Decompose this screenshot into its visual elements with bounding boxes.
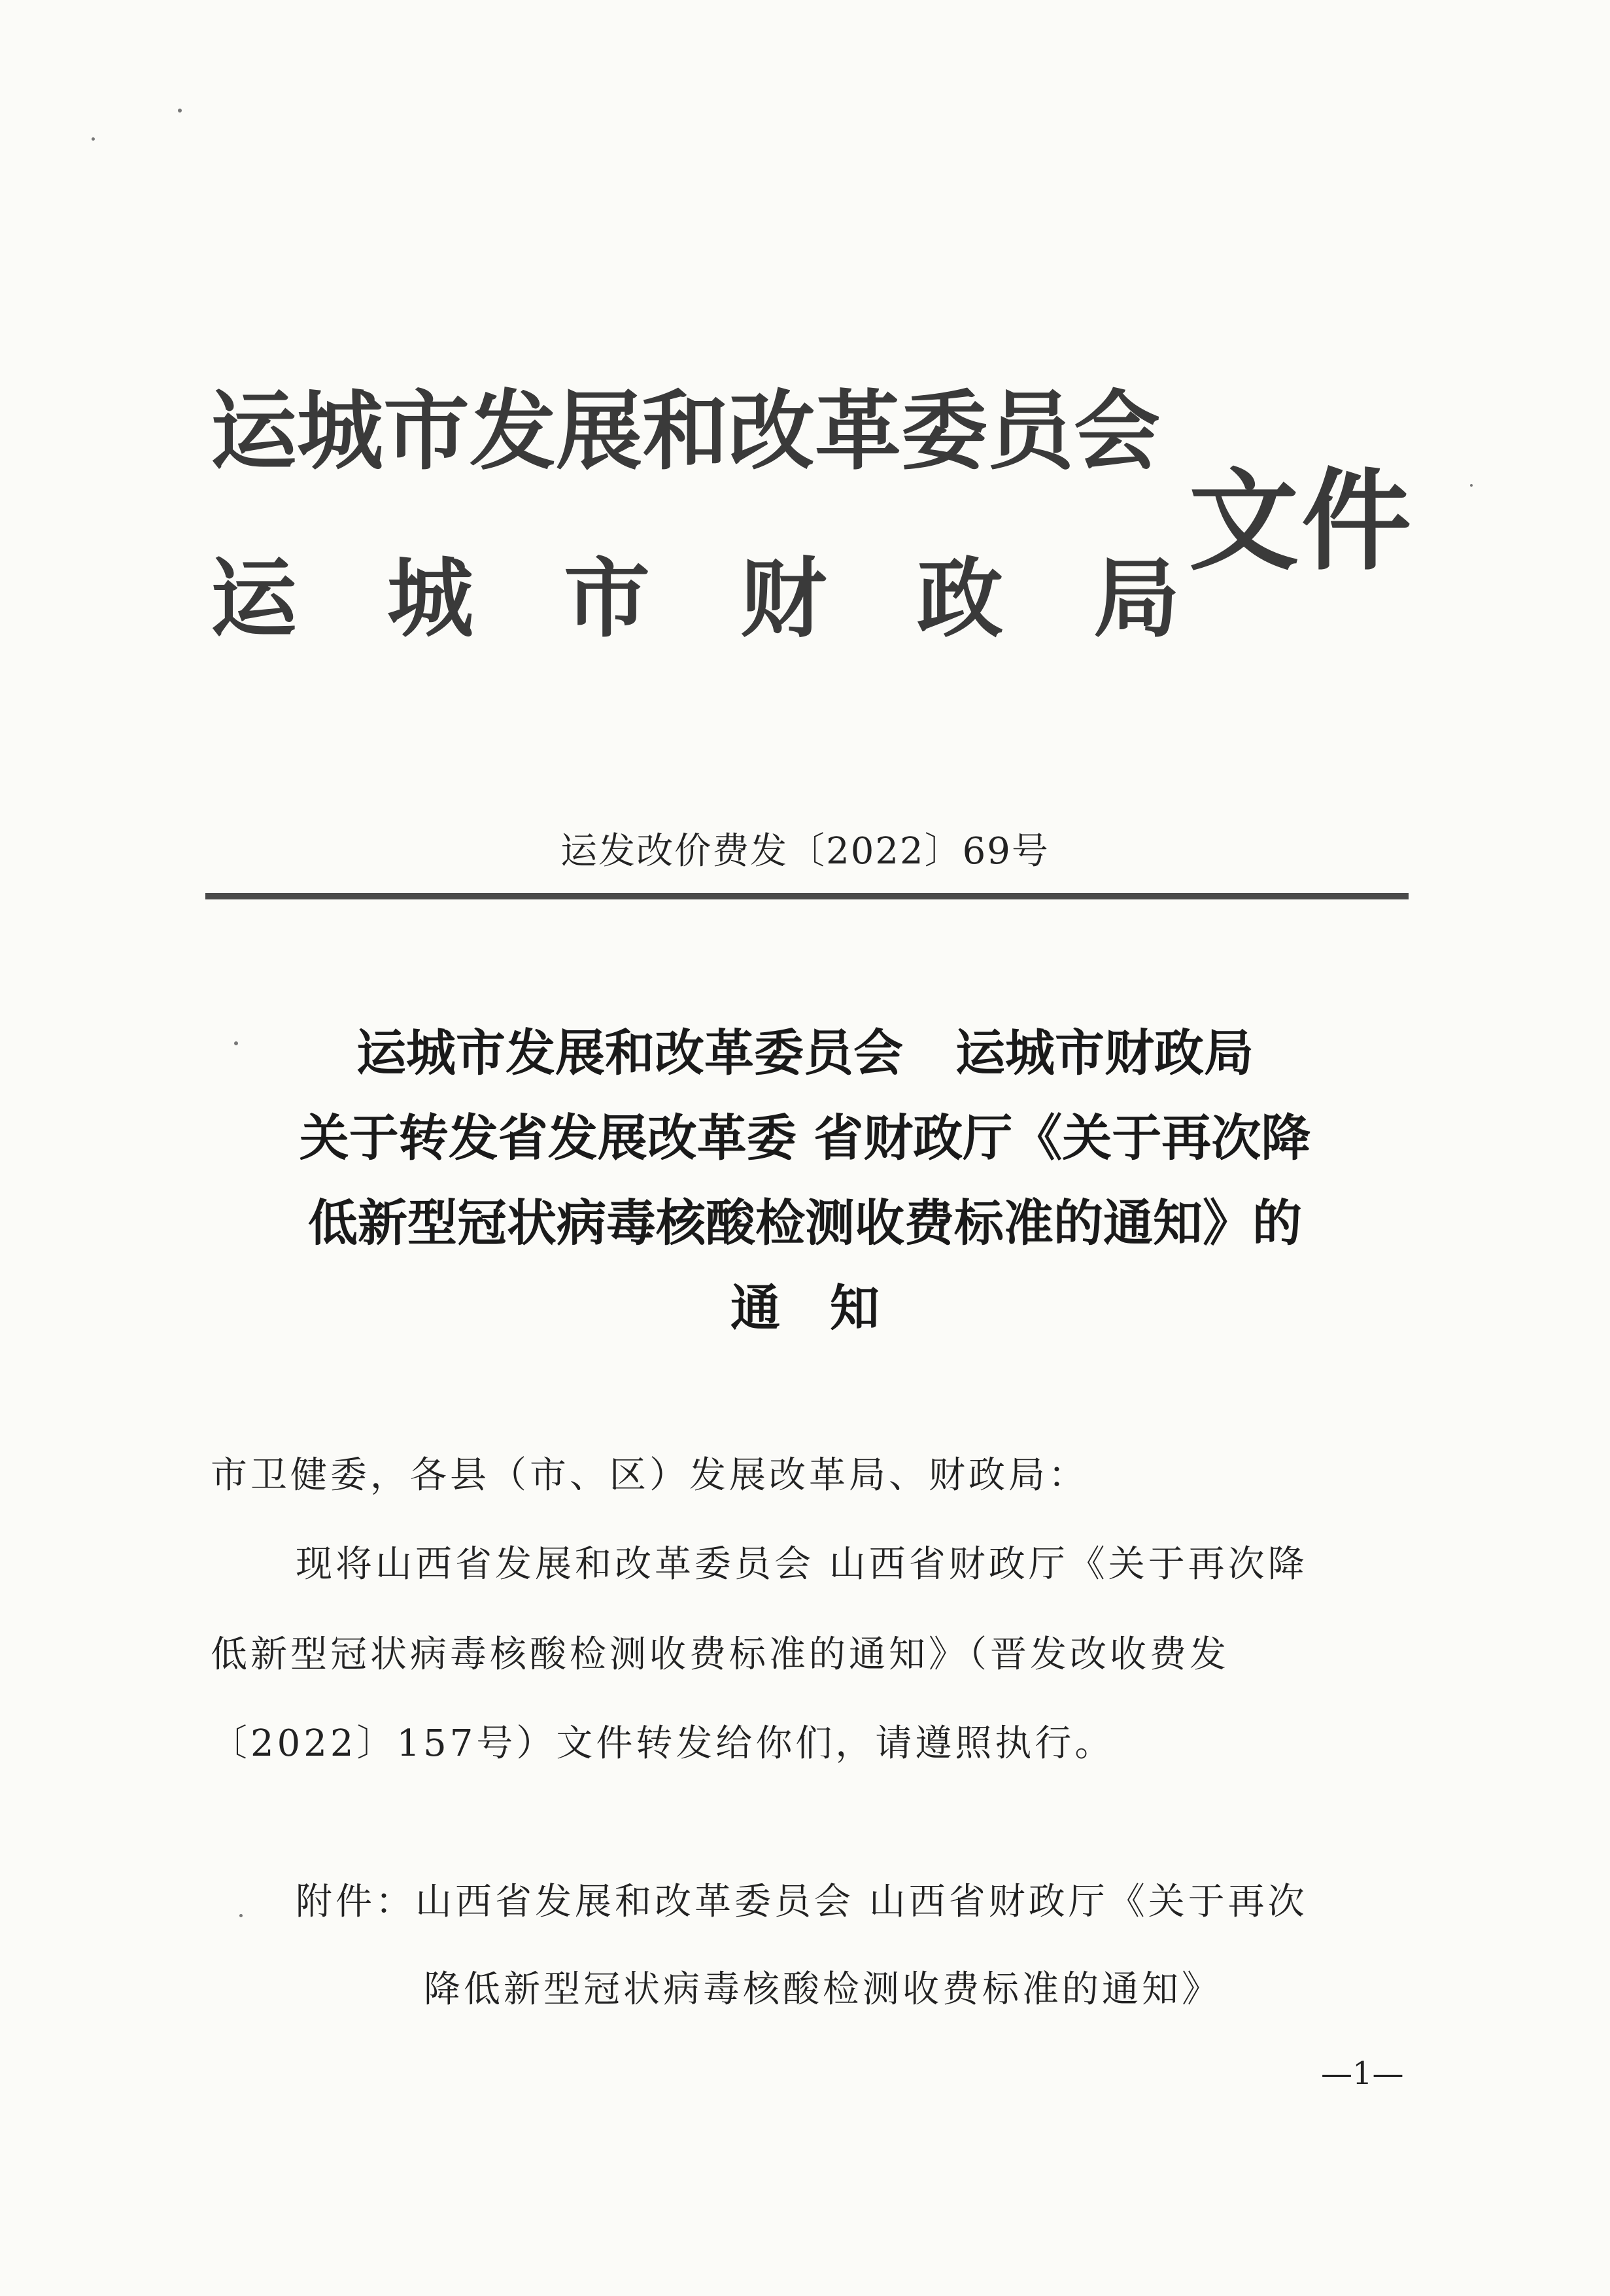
title-line-4: 通 知 bbox=[730, 1279, 880, 1337]
scan-speck bbox=[1470, 484, 1473, 487]
body-paragraph-line-2: 低新型冠状病毒核酸检测收费标准的通知》（晋发改收费发 bbox=[211, 1633, 1229, 1676]
document-header-word: 文件 bbox=[1189, 456, 1414, 585]
title-line-2: 关于转发省发展改革委 省财政厅《关于再次降 bbox=[299, 1109, 1311, 1167]
title-issuer-1: 运城市发展和改革委员会 bbox=[356, 1024, 903, 1082]
scan-speck bbox=[239, 1914, 243, 1917]
issuer-name-1: 运城市发展和改革委员会 bbox=[211, 381, 1160, 482]
scan-speck bbox=[178, 109, 182, 113]
body-paragraph-line-3: 〔2022〕157号）文件转发给你们，请遵照执行。 bbox=[211, 1722, 1115, 1765]
header-divider bbox=[205, 893, 1409, 899]
attachment-line-1: 附件：山西省发展和改革委员会 山西省财政厅《关于再次 bbox=[296, 1881, 1308, 1923]
addressee: 市卫健委，各县（市、区）发展改革局、财政局： bbox=[211, 1454, 1088, 1497]
issuer-name-2: 运城市财政局 bbox=[211, 548, 1270, 650]
title-line-3: 低新型冠状病毒核酸检测收费标准的通知》的 bbox=[308, 1194, 1302, 1252]
attachment-line-2: 降低新型冠状病毒核酸检测收费标准的通知》 bbox=[424, 1968, 1222, 2011]
scan-speck bbox=[92, 137, 95, 141]
title-issuer-2: 运城市财政局 bbox=[955, 1024, 1254, 1082]
page-number: —1— bbox=[1321, 2055, 1404, 2092]
body-paragraph-line-1: 现将山西省发展和改革委员会 山西省财政厅《关于再次降 bbox=[296, 1543, 1308, 1586]
document-number: 运发改价费发〔2022〕69号 bbox=[560, 830, 1050, 873]
title-line-1 bbox=[196, 1011, 1414, 1096]
scan-speck bbox=[234, 1041, 238, 1045]
document-title bbox=[196, 1011, 1414, 1351]
